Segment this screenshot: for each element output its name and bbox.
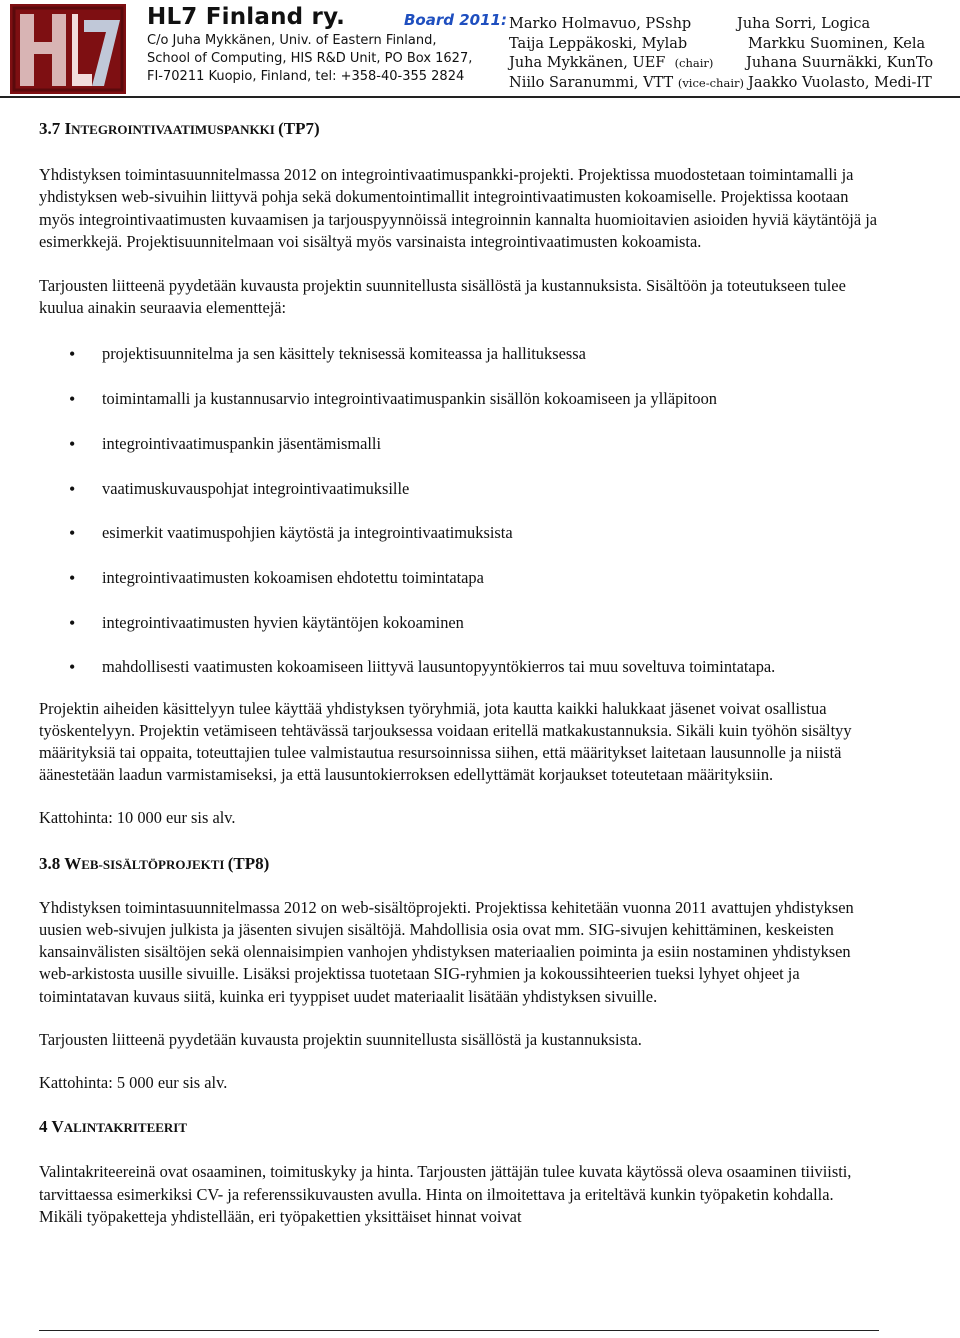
paragraph: Yhdistyksen toimintasuunnitelmassa 2012 on web-sisältöprojekti. Projektissa kehitetään vuonna 2011 avattujen yhdistyksen uusien web-sivujen julkista ja jäsenten sivujen sisältöjä. Mahdollisia osia ovat mm. SIG-sivujen kehittäminen, keskeisten kansainvälisten sisältöjen sekä olennaisimpien vanhojen yhdistyksen materiaalien poiminta ja esiin nostaminen yhdistyksen web-arkistosta uusille sivuille. Lisäksi projektissa tuotetaan SIG-ryhmien ja kokoussihteerien tueksi lyhyet ohjeet ja toimintatavan kuvaus siitä, kuinka eri tyyppiset uudet materiaalit lisätään yhdistyksen sivuille. [39, 897, 854, 1006]
board-label: Board 2011: [404, 11, 507, 29]
price-line: Kattohinta: 10 000 eur sis alv. [39, 808, 236, 828]
document-body [39, 118, 881, 1228]
section-heading-3-7: 3.7 INTEGROINTIVAATIMUSPANKKI (TP7) [39, 119, 320, 138]
hl7-logo-graphic [10, 4, 126, 94]
board-member: Jaakko Vuolasto, Medi-IT [748, 74, 932, 91]
board-member: Taija Leppäkoski, Mylab [509, 35, 688, 52]
board-role: (vice-chair) [677, 75, 744, 90]
paragraph: Valintakriteereinä ovat osaaminen, toimituskyky ja hinta. Tarjousten jättäjän tulee kuvata käytössä oleva osaaminen tiiviisti, tarvittaessa esimerkiksi CV- ja referenssikuvausten avulla. Hinta on ilmoitettava ja eriteltävä kunkin työpaketin kohdalla. Mikäli työpaketteja yhdistellään, eri työpakettien yksittäiset hinnat voivat [39, 1162, 852, 1226]
board-member: Niilo Saranummi, VTT (vice-chair) [509, 74, 744, 91]
organization-name: HL7 Finland ry. [147, 4, 346, 30]
board-members-right [737, 16, 933, 94]
address-line-2: School of Computing, HIS R&D Unit, PO Box 1627, [147, 51, 473, 66]
list-item: • projektisuunnitelma ja sen käsittely teknisessä komiteassa ja hallituksessa [39, 343, 881, 365]
paragraph: Tarjousten liitteenä pyydetään kuvausta projektin suunnitellusta sisällöstä ja kustannuksista. Sisältöön ja toteutukseen tulee kuulua ainakin seuraavia elementtejä: [39, 276, 846, 318]
list-item: • vaatimuskuvauspohjat integrointivaatimuksille [39, 478, 881, 500]
list-item: • integrointivaatimuspankin jäsentämismalli [39, 433, 881, 455]
section-heading-4: 4 VALINTAKRITEERIT [39, 1117, 188, 1137]
list-item: • esimerkit vaatimuspohjien käytöstä ja integrointivaatimuksista [39, 522, 881, 544]
paragraph: Yhdistyksen toimintasuunnitelmassa 2012 on integrointivaatimuspankki-projekti. Projektissa muodostetaan toimintamalli ja yhdistyksen web-sivuihin liittyvä pohja sekä dokumentointimallit integrointivaatimusten kokoamiselle. Projektissa kootaan myös integrointivaatimusten kuvaamisen ja tarjouspyynnöissä integroinnin kannalta huomioitavien asioiden hyviä käytäntöjä ja esimerkkejä. Projektisuunnitelmaan voi sisältyä myös varsinaista integrointivaatimusten kokoamista. [39, 165, 878, 251]
paragraph: Projektin aiheiden käsittelyyn tulee käyttää yhdistyksen työryhmiä, jota kautta kaikki halukkaat jäsenet voivat osallistua työskentelyyn. Projektin vetämiseen tehtävässä tarjouksessa voidaan eritellä matkakustannuksia. Sikäli kuin työhön sisältyy määrityksiä tai oppaita, toteuttajien tulee valmistautua resursoinnissa siihen, että määritykset laitetaan lausunnolle ja niistä äänestetään laadun varmistamiseksi, ja että lausuntokierroksen edellyttämät korjaukset toteutetaan määrityksiin. [39, 698, 852, 785]
paragraph: Tarjousten liitteenä pyydetään kuvausta projektin suunnitellusta sisällöstä ja kustannuksista. [39, 1029, 642, 1049]
letterhead [0, 0, 960, 98]
hl7-logo [10, 4, 126, 94]
list-item: • integrointivaatimusten kokoamisen ehdotettu toimintatapa [39, 567, 881, 589]
address-line-3: FI-70211 Kuopio, Finland, tel: +358-40-355 2824 [147, 69, 465, 84]
board-role: (chair) [674, 56, 714, 70]
footer-divider [39, 1330, 879, 1331]
address-line-1: C/o Juha Mykkänen, Univ. of Eastern Finland, [147, 33, 437, 48]
board-member: Marko Holmavuo, PSshp [509, 16, 692, 32]
list-item: • mahdollisesti vaatimusten kokoamiseen liittyvä lausuntopyyntökierros tai muu soveltuva toimintatapa. [39, 656, 881, 678]
header-divider [0, 96, 960, 98]
section-heading-3-8: 3.8 WEB-SISÄLTÖPROJEKTI (TP8) [39, 853, 270, 873]
price-line: Kattohinta: 5 000 eur sis alv. [39, 1072, 228, 1092]
bullet-list [39, 343, 881, 678]
board-member: Juha Mykkänen, UEF (chair) [509, 55, 714, 71]
board-members-left [509, 16, 744, 94]
list-item: • toimintamalli ja kustannusarvio integrointivaatimuspankin sisällön kokoamiseen ja ylläpitoon [39, 388, 881, 410]
board-member: Juhana Suurnäkki, KunTo [746, 55, 934, 71]
list-item: • integrointivaatimusten hyvien käytäntöjen kokoaminen [39, 612, 881, 634]
board-member: Juha Sorri, Logica [737, 16, 871, 32]
board-member: Markku Suominen, Kela [748, 35, 926, 52]
